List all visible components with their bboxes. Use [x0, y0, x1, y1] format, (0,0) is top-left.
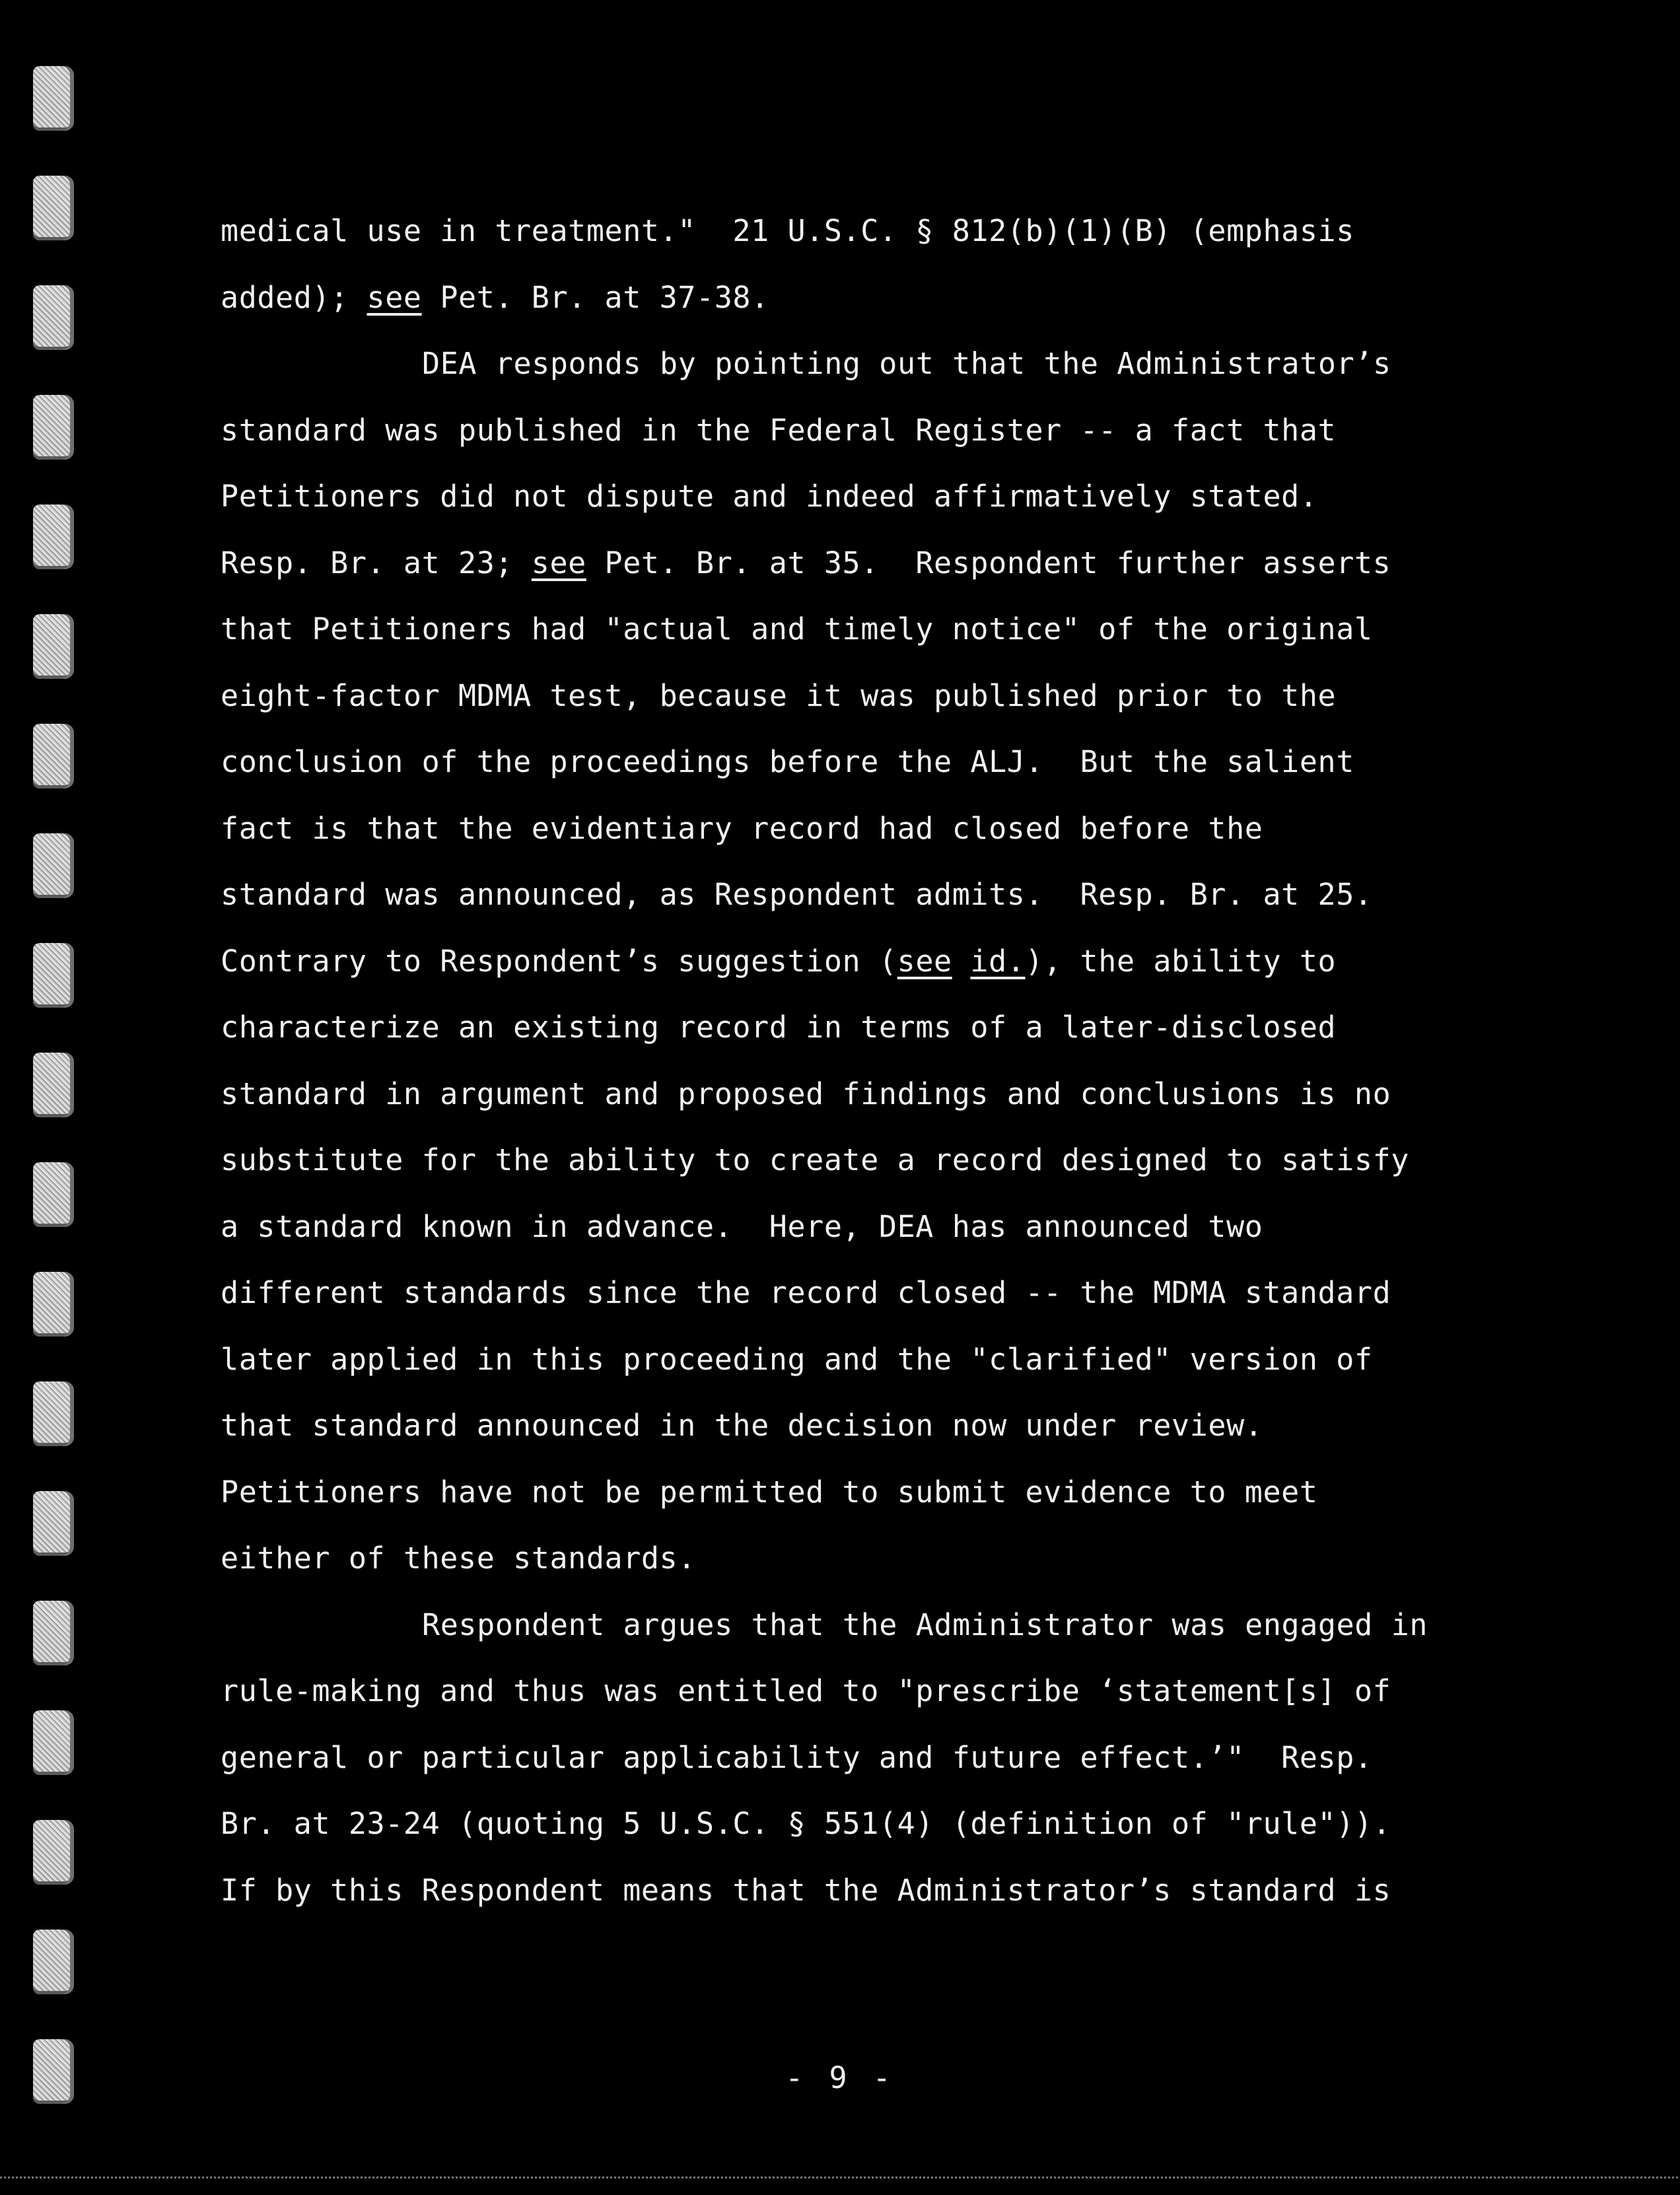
text-line [221, 265, 1548, 331]
text-run: added); [221, 279, 367, 315]
binder-hole [33, 943, 74, 1008]
underlined-citation: id. [970, 943, 1026, 979]
text-run: ), the ability to [1025, 943, 1337, 979]
text-line: conclusion of the proceedings before the ALJ. But the salient [221, 744, 1354, 779]
underlined-citation: see [531, 545, 586, 580]
text-line: standard was announced, as Respondent admits. Resp. Br. at 25. [221, 877, 1373, 912]
text-line: that standard announced in the decision now under review. [221, 1408, 1263, 1443]
text-line: either of these standards. [221, 1541, 696, 1576]
binder-hole [33, 395, 74, 460]
page-number: - 9 - [785, 2060, 895, 2095]
underlined-citation: see [897, 943, 952, 979]
text-line: Petitioners have not be permitted to submit evidence to meet [221, 1474, 1318, 1510]
binder-hole [33, 1162, 74, 1227]
binder-hole [33, 1601, 74, 1665]
binder-hole [33, 724, 74, 788]
text-line: rule-making and thus was entitled to "prescribe ‘statement[s] of [221, 1673, 1391, 1708]
text-line: general or particular applicability and future effect.’" Resp. [221, 1739, 1373, 1775]
binder-hole [33, 1053, 74, 1117]
binder-holes [33, 66, 79, 2126]
binder-hole [33, 1381, 74, 1446]
text-line: later applied in this proceeding and the "clarified" version of [221, 1341, 1373, 1377]
text-run: Pet. Br. at 37-38. [421, 279, 769, 315]
binder-hole [33, 1710, 74, 1775]
text-line: Petitioners did not dispute and indeed affirmatively stated. [221, 479, 1318, 514]
text-line: Respondent argues that the Administrator was engaged in [422, 1607, 1428, 1642]
text-line [221, 530, 1548, 597]
text-line: Br. at 23-24 (quoting 5 U.S.C. § 551(4) (definition of "rule")). [221, 1806, 1391, 1841]
binder-hole [33, 1930, 74, 1994]
text-line: characterize an existing record in terms of a later-disclosed [221, 1010, 1337, 1045]
text-run: Contrary to Respondent’s suggestion ( [221, 943, 897, 979]
text-line [221, 928, 1548, 995]
binder-hole [33, 614, 74, 679]
binder-hole [33, 176, 74, 240]
binder-hole [33, 505, 74, 569]
underlined-citation: see [367, 279, 422, 315]
bottom-rule [0, 2177, 1680, 2178]
text-line: fact is that the evidentiary record had closed before the [221, 810, 1263, 846]
text-line: DEA responds by pointing out that the Administrator’s [422, 346, 1391, 381]
text-run: Resp. Br. at 23; [221, 545, 532, 580]
binder-hole [33, 285, 74, 350]
text-run: Pet. Br. at 35. Respondent further asserts [586, 545, 1391, 580]
text-line: standard in argument and proposed findings and conclusions is no [221, 1076, 1391, 1111]
text-line: substitute for the ability to create a record designed to satisfy [221, 1142, 1409, 1177]
binder-hole [33, 1491, 74, 1556]
text-run [952, 944, 971, 979]
binder-hole [33, 1272, 74, 1337]
binder-hole [33, 833, 74, 898]
binder-hole [33, 66, 74, 131]
text-line: a standard known in advance. Here, DEA has announced two [221, 1208, 1263, 1244]
text-line: different standards since the record closed -- the MDMA standard [221, 1275, 1391, 1310]
binder-hole [33, 1820, 74, 1885]
text-line: standard was published in the Federal Register -- a fact that [221, 412, 1337, 448]
text-line: that Petitioners had "actual and timely notice" of the original [221, 611, 1373, 646]
text-line: If by this Respondent means that the Administrator’s standard is [221, 1872, 1391, 1908]
text-line: medical use in treatment." 21 U.S.C. § 812(b)(1)(B) (emphasis [221, 213, 1354, 248]
text-line: eight-factor MDMA test, because it was published prior to the [221, 678, 1337, 713]
body-text [221, 198, 1548, 1924]
